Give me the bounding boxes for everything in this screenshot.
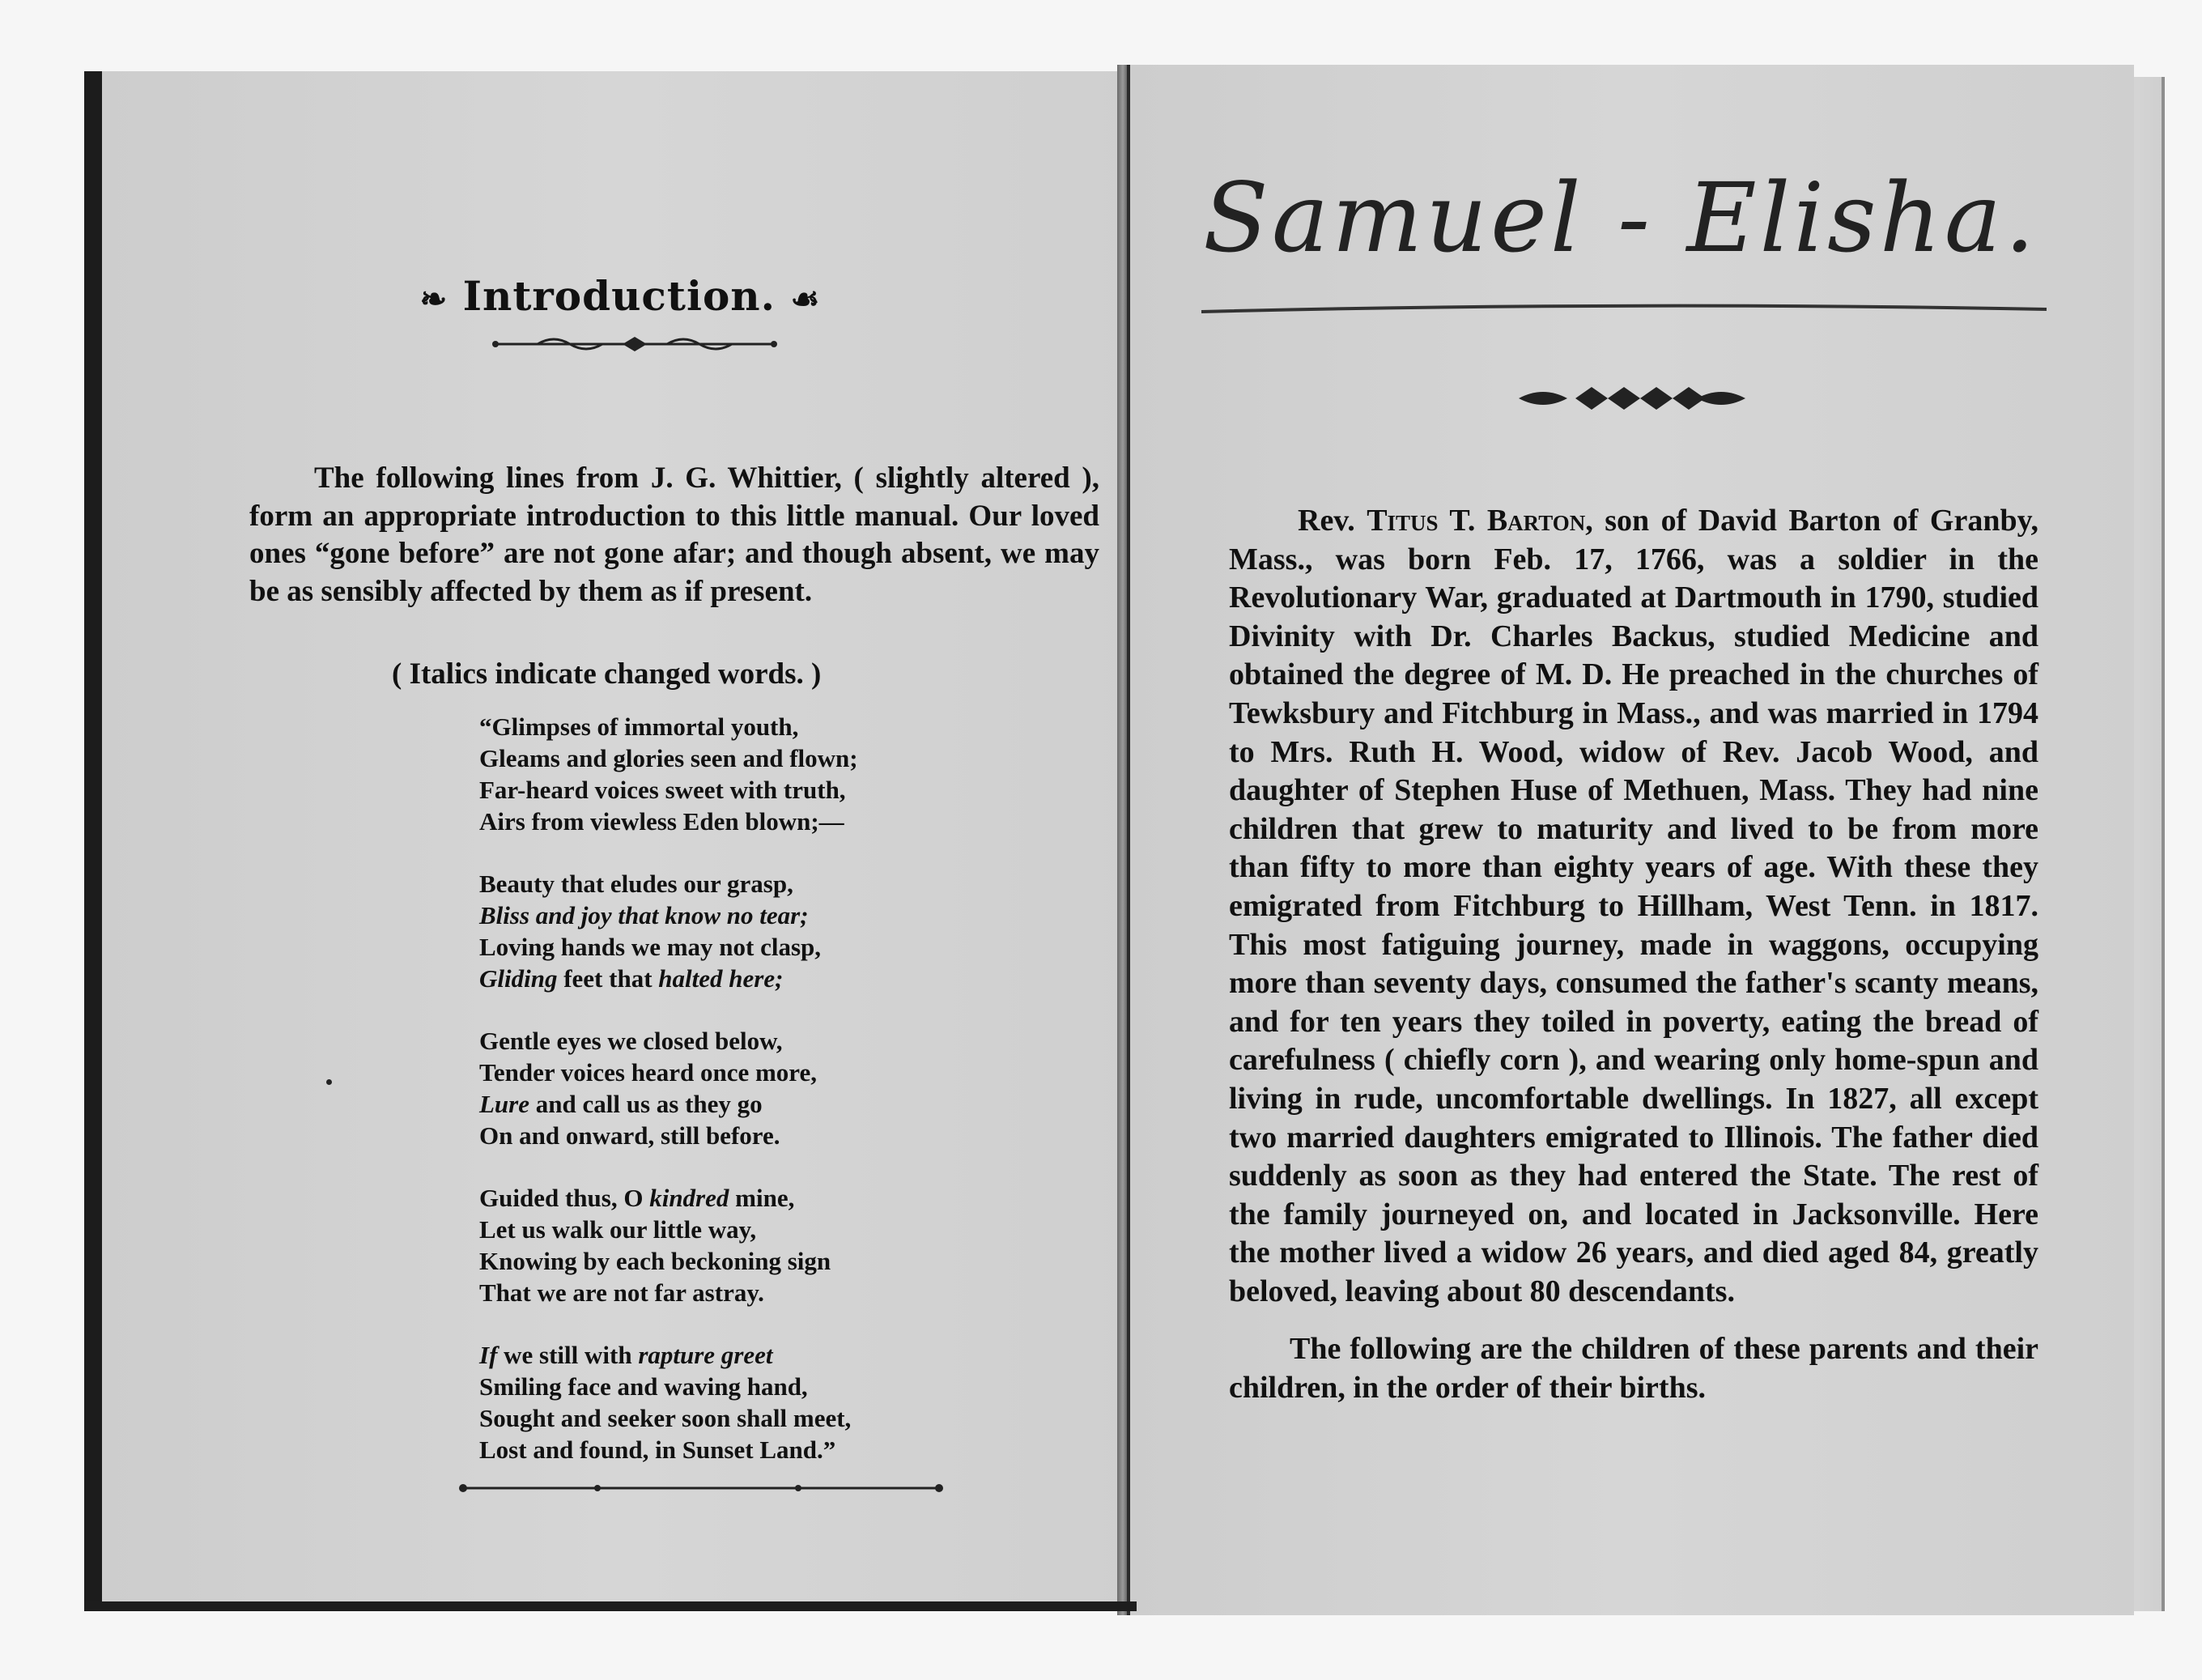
poem-line: Smiling face and waving hand,: [479, 1372, 808, 1401]
italic-word: Gliding: [479, 964, 558, 993]
intro-paragraph: [249, 460, 1099, 610]
title-ornament-rule: [489, 332, 780, 356]
poem-stanza-5: [479, 1339, 997, 1465]
plain-text: mine,: [729, 1184, 795, 1212]
handwritten-heading-text: Samuel - Elisha.: [1203, 162, 2038, 274]
italics-note: ( Italics indicate changed words. ): [392, 657, 822, 691]
poem-line: Far-heard voices sweet with truth,: [479, 776, 846, 804]
poem-line-italic: Bliss and joy that know no tear;: [479, 901, 809, 929]
poem-line: Lost and found, in Sunset Land.”: [479, 1435, 836, 1464]
poem-line: Airs from viewless Eden blown;—: [479, 807, 844, 836]
poem-line: Let us walk our little way,: [479, 1215, 757, 1244]
poem-line: Gentle eyes we closed below,: [479, 1027, 783, 1055]
italic-word: If: [479, 1341, 498, 1369]
poem-stanza-3: [479, 1025, 997, 1151]
plain-text: Guided thus, O: [479, 1184, 650, 1212]
poem-line: [479, 1088, 997, 1120]
title-right-ornament: ☙: [790, 280, 821, 318]
italic-word: halted here;: [658, 964, 784, 993]
poem-line: [479, 1339, 997, 1371]
whittier-poem: [479, 711, 997, 1496]
stray-ink-dot: [326, 1079, 332, 1085]
poem-line: Tender voices heard once more,: [479, 1058, 818, 1087]
italic-word: rapture greet: [638, 1341, 773, 1369]
poem-line: [479, 1182, 997, 1214]
right-page: [1127, 65, 2134, 1615]
biography-paragraph: [1229, 502, 2038, 1311]
show-through-text: ᅠ: [1219, 367, 1248, 399]
poem-line: Knowing by each beckoning sign: [479, 1247, 831, 1275]
handwritten-heading: [1187, 130, 2077, 332]
plain-text: we still with: [497, 1341, 639, 1369]
poem-line: On and onward, still before.: [479, 1121, 780, 1150]
poem-line: “Glimpses of immortal youth,: [479, 712, 799, 741]
plain-text: feet that: [557, 964, 659, 993]
plain-text: , son of David Barton of Granby, Mass., was born Feb. 17, 1766, was a soldier in the Revolutionary War, graduated at Dartmouth in 1790, studied Divinity with Dr. Charles Backus, studied Medicine and obtained the degree of M. D. He preached in the churches of Tewksbury and Fitchburg in Mass., and was married in 1794 to Mrs. Ruth H. Wood, widow of Rev. Jacob Wood, and daughter of Stephen Huse of Methuen, Mass. They had nine children that grew to maturity and lived to be from more than fifty to more than eighty years of age. With these they emigrated from Fitchburg to Hillham, West Tenn. in 1817. This most fatiguing journey, made in waggons, occupying more than seventy days, consumed the father's scanty means, and for ten years they toiled in poverty, eating the bread of carefulness ( chiefly corn ), and wearing only home-spun and living in rude, uncomfortable dwellings. In 1827, all except two married daughters emigrated to Illinois. The father died suddenly as soon as they had entered the State. The rest of the family journeyed on, and located in Jacksonville. Here the mother lived a widow 26 years, and died aged 84, greatly beloved, leaving about 80 descendants.: [1229, 504, 2038, 1308]
title-text: Introduction.: [462, 272, 776, 320]
poem-stanza-4: [479, 1182, 997, 1308]
poem-line: That we are not far astray.: [479, 1278, 764, 1307]
italic-word: kindred: [649, 1184, 729, 1212]
plain-text: and call us as they go: [529, 1090, 763, 1118]
poem-line: Beauty that eludes our grasp,: [479, 870, 793, 898]
titus-barton-name: Titus T. Barton: [1367, 504, 1586, 538]
barton-biography: [1229, 502, 2038, 1408]
intro-paragraph-text: The following lines from J. G. Whittier, ( slightly altered ), form an appropriate introduction to this little manual. Our loved ones “gone before” are not gone afar; and though absent, we may be as sensibly affected by them as if present.: [249, 461, 1099, 608]
poem-end-rule: [458, 1480, 944, 1496]
introduction-title: [410, 272, 831, 320]
poem-stanza-2: [479, 868, 997, 994]
children-intro-paragraph: The following are the children of these parents and their children, in the order of their births.: [1229, 1332, 2038, 1406]
poem-stanza-1: [479, 711, 997, 837]
poem-line: Gleams and glories seen and flown;: [479, 744, 858, 772]
left-page: [84, 71, 1137, 1606]
plain-text: Rev.: [1298, 504, 1367, 538]
title-left-ornament: ❧: [419, 280, 448, 318]
left-cover-bottom-edge: [84, 1601, 1137, 1611]
fleuron-ornament: [1511, 381, 1754, 416]
italic-word: Lure: [479, 1090, 529, 1118]
poem-line: Sought and seeker soon shall meet,: [479, 1404, 852, 1432]
poem-line: [479, 963, 997, 994]
handwritten-underline: [1201, 306, 2047, 312]
poem-line: Loving hands we may not clasp,: [479, 933, 822, 961]
